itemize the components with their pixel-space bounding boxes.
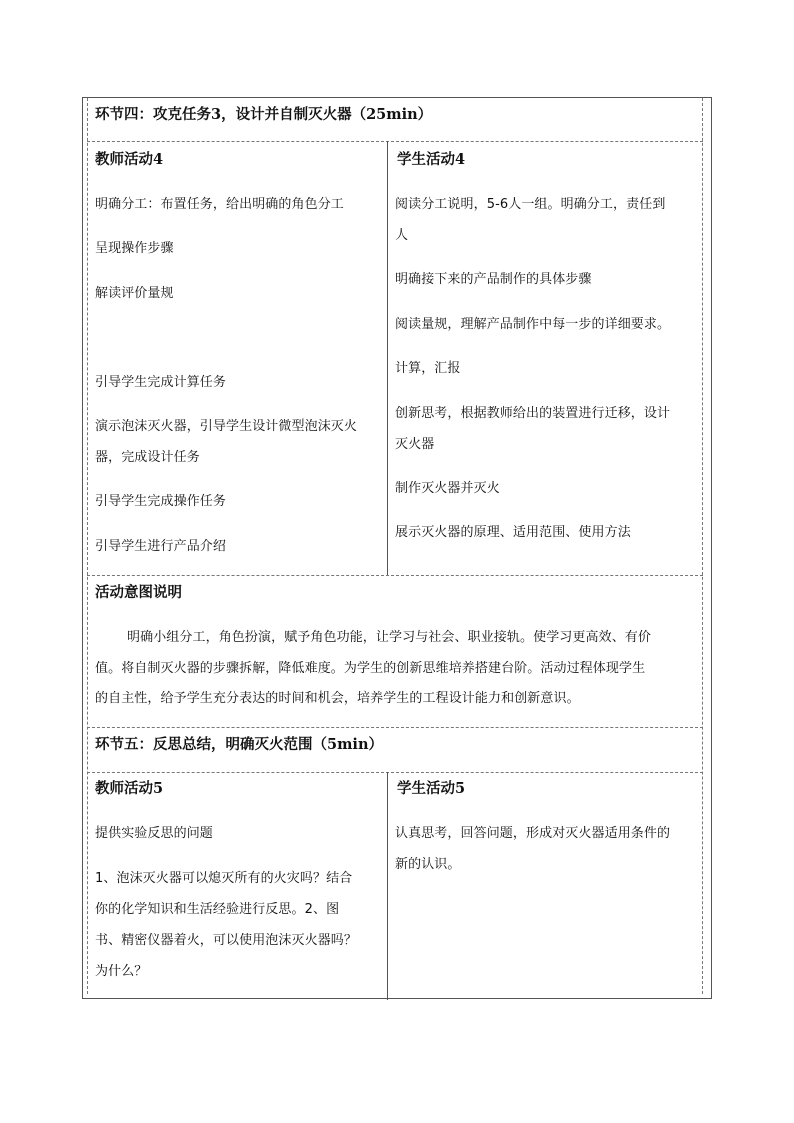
teacher-activity-line: 器，完成设计任务 [95, 450, 200, 465]
lesson-table [82, 97, 712, 999]
teacher-activity-line: 1、泡沫灭火器可以熄灭所有的火灾吗？结合 [95, 871, 353, 886]
row-divider [87, 575, 703, 576]
intent-paragraph-line: 明确小组分工，角色扮演，赋予角色功能，让学习与社会、职业接轨。使学习更高效、有价 [127, 630, 652, 645]
row-divider [87, 141, 703, 142]
teacher-activity-line: 提供实验反思的问题 [95, 826, 213, 841]
teacher-activity-line: 你的化学知识和生活经验进行反思。2、图 [95, 902, 340, 917]
student-activity-line: 认真思考，回答问题，形成对灭火器适用条件的 [395, 826, 671, 841]
section5-title: 环节五：反思总结，明确灭火范围（5min） [95, 736, 383, 753]
student-activity-4-heading: 学生活动4 [397, 151, 466, 168]
student-activity-line: 阅读分工说明，5-6人一组。明确分工，责任到 [395, 197, 666, 212]
teacher-activity-line: 书、精密仪器着火，可以使用泡沫灭火器吗？ [95, 933, 358, 948]
student-activity-line: 阅读量规，理解产品制作中每一步的详细要求。 [395, 317, 671, 332]
student-activity-line: 明确接下来的产品制作的具体步骤 [395, 272, 592, 287]
student-activity-line: 创新思考，根据教师给出的装置进行迁移，设计 [395, 406, 671, 421]
teacher-activity-line: 明确分工：布置任务，给出明确的角色分工 [95, 197, 344, 212]
intent-heading: 活动意图说明 [95, 584, 182, 601]
student-activity-line: 人 [395, 228, 409, 243]
teacher-activity-5-heading: 教师活动5 [95, 780, 164, 797]
row-divider [87, 727, 703, 728]
teacher-activity-line: 引导学生完成计算任务 [95, 375, 227, 390]
teacher-activity-line: 为什么？ [95, 964, 148, 979]
teacher-activity-4-heading: 教师活动4 [95, 151, 164, 168]
column-divider [387, 141, 388, 575]
section4-title: 环节四：攻克任务3，设计并自制灭火器（25min） [95, 106, 433, 123]
intent-paragraph-line: 值。将自制灭火器的步骤拆解，降低难度。为学生的创新思维培养搭建台阶。活动过程体现学生 [95, 661, 646, 676]
student-activity-line: 展示灭火器的原理、适用范围、使用方法 [395, 525, 631, 540]
intent-paragraph-line: 的自主性，给予学生充分表达的时间和机会，培养学生的工程设计能力和创新意识。 [95, 691, 580, 706]
student-activity-5-heading: 学生活动5 [397, 780, 466, 797]
teacher-activity-line: 解读评价量规 [95, 286, 174, 301]
teacher-activity-line: 呈现操作步骤 [95, 241, 174, 256]
teacher-activity-line: 演示泡沫灭火器，引导学生设计微型泡沫灭火 [95, 419, 358, 434]
student-activity-line: 计算，汇报 [395, 361, 461, 376]
teacher-activity-line: 引导学生进行产品介绍 [95, 539, 227, 554]
teacher-activity-line: 引导学生完成操作任务 [95, 494, 227, 509]
student-activity-line: 灭火器 [395, 437, 435, 452]
row-divider [87, 772, 703, 773]
student-activity-line: 新的认识。 [395, 857, 461, 872]
student-activity-line: 制作灭火器并灭火 [395, 481, 500, 496]
column-divider [387, 772, 388, 1000]
